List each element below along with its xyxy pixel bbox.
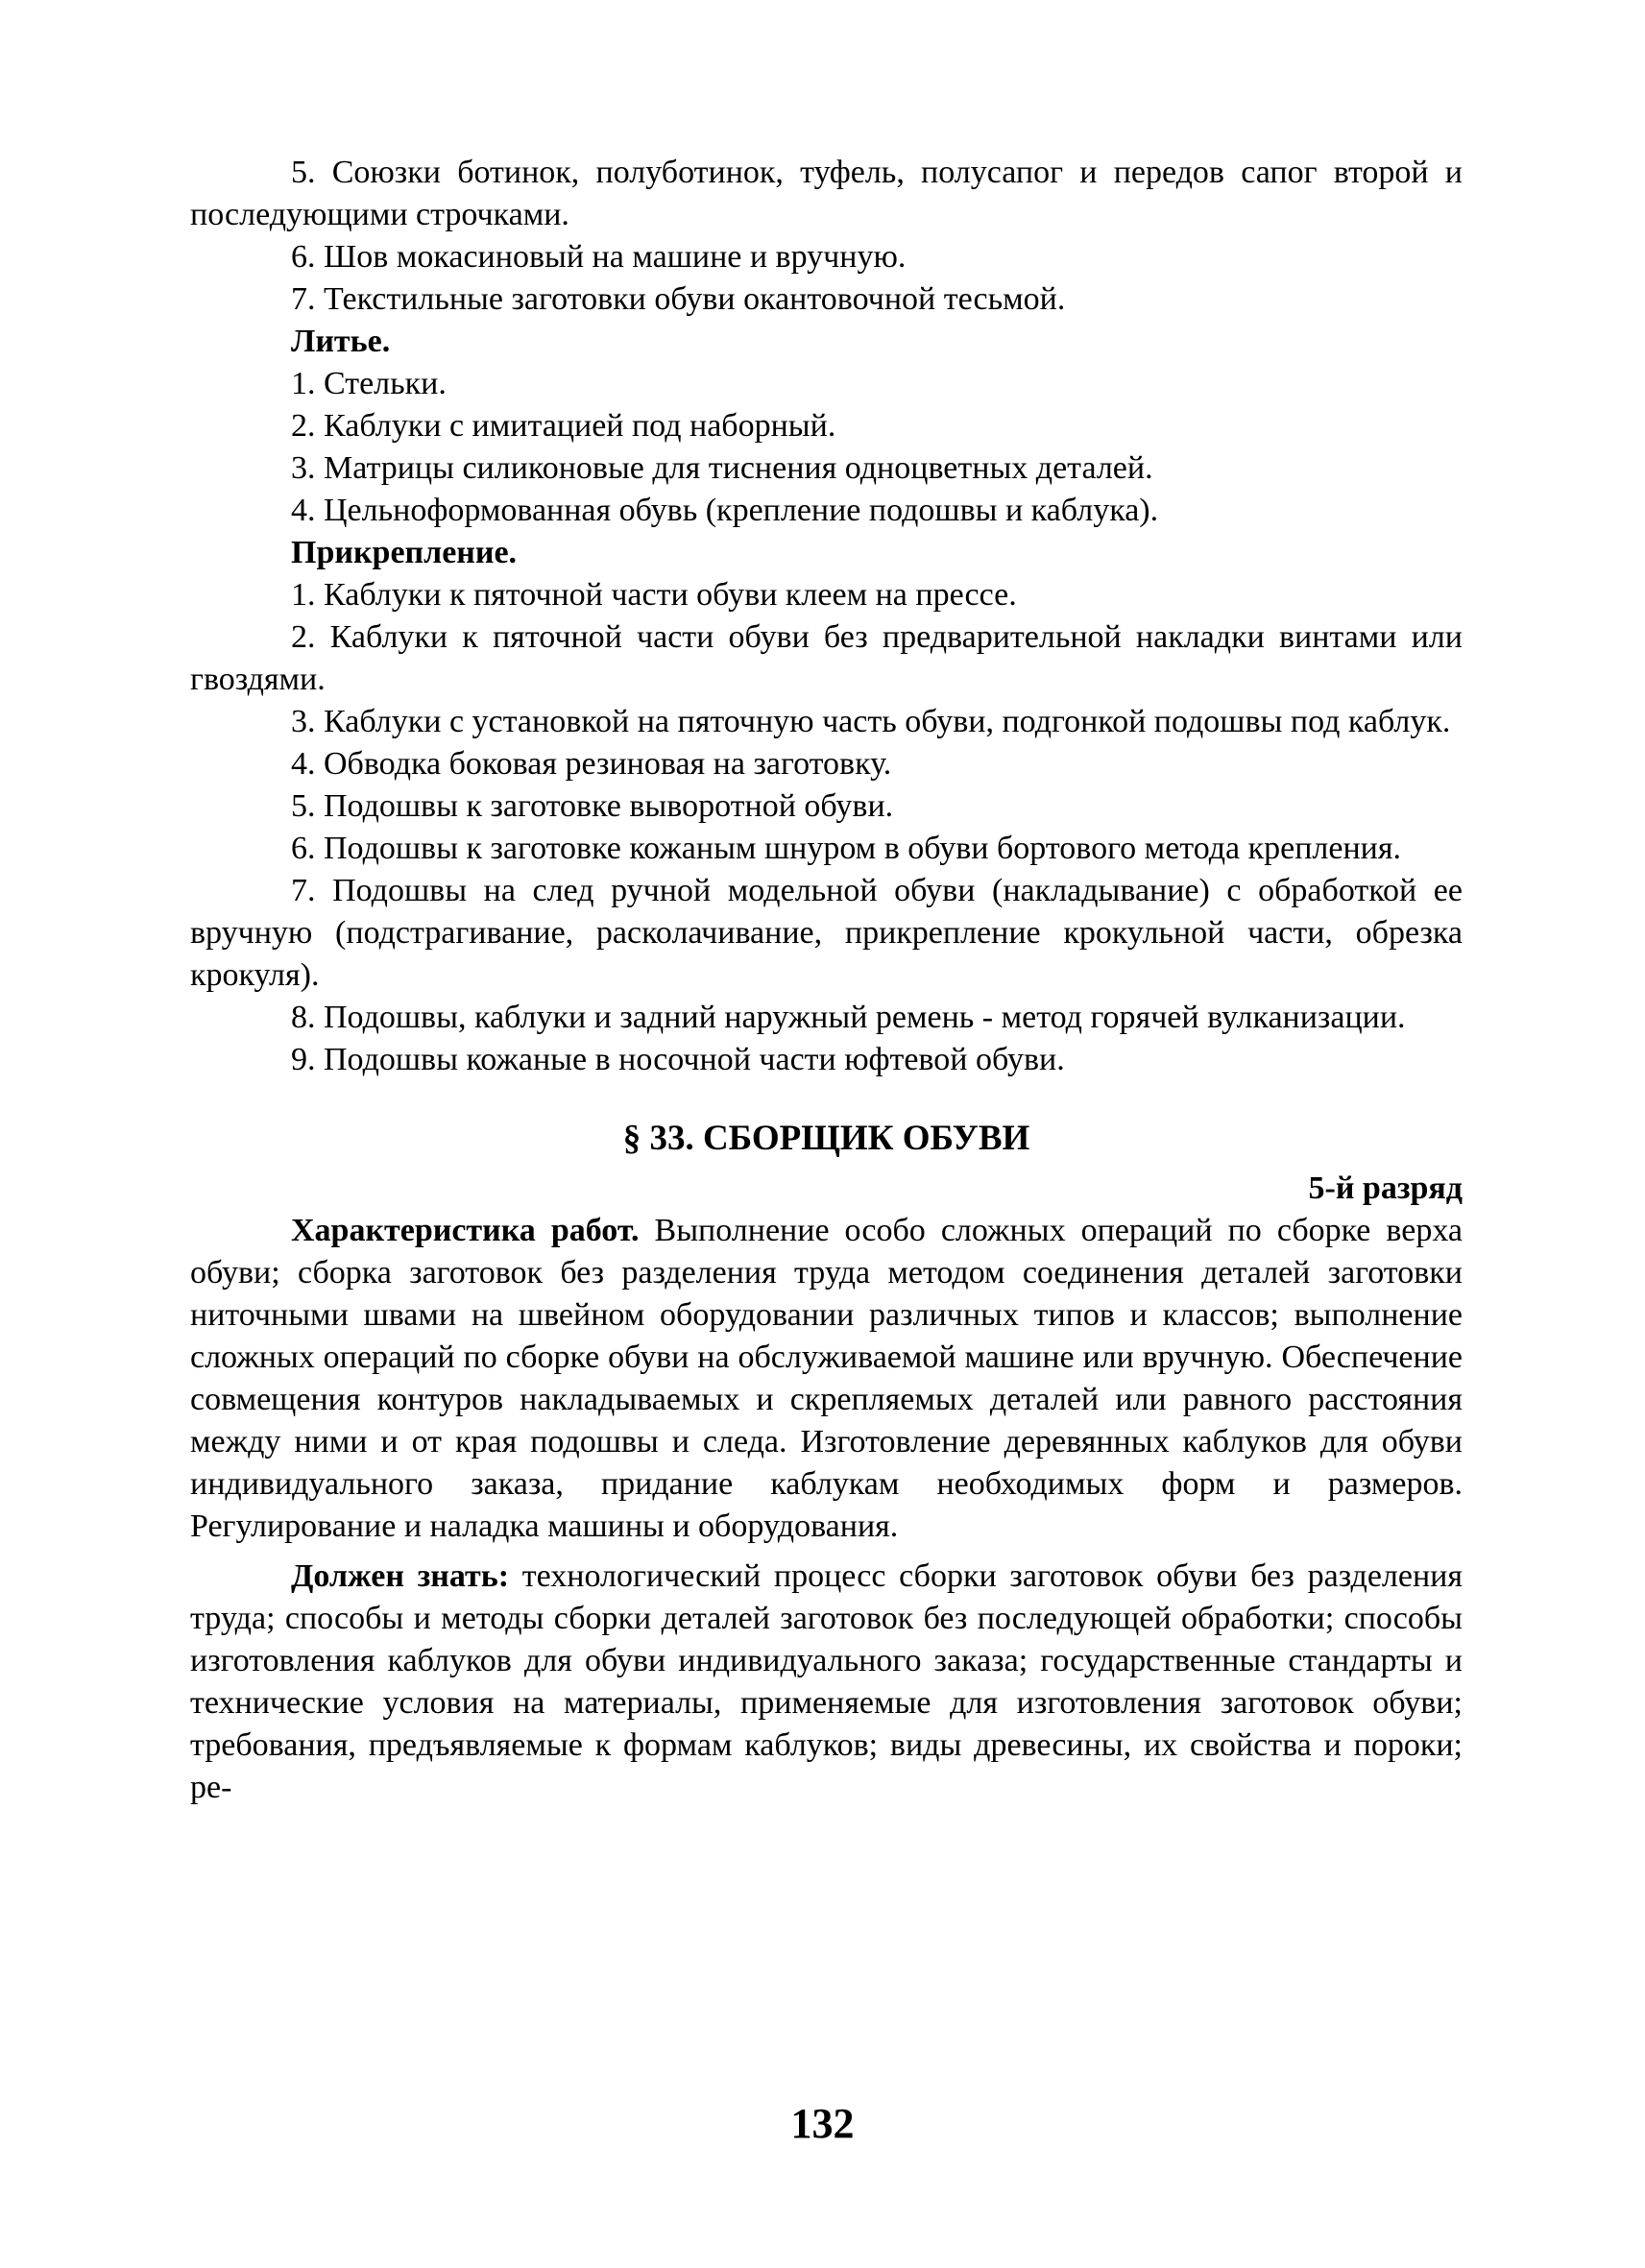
page-number: 132 xyxy=(790,2100,855,2147)
list-item: 2. Каблуки к пяточной части обуви без предварительной накладки винтами или гвоздями. xyxy=(190,619,1463,697)
list-item: 5. Подошвы к заготовке выворотной обуви. xyxy=(291,788,894,824)
list-item: 6. Подошвы к заготовке кожаным шнуром в обуви бортового метода крепления. xyxy=(291,831,1401,866)
list-item: 5. Союзки ботинок, полуботинок, туфель, полусапог и передов сапог второй и последующими строчками. xyxy=(190,155,1463,232)
list-item: 2. Каблуки с имитацией под наборный. xyxy=(291,408,836,444)
characteristics-paragraph xyxy=(190,1210,1463,1548)
characteristics-text: Выполнение особо сложных операций по сборке верха обуви; сборка заготовок без разделения труда методом соединения деталей заготовки ниточными швами на швейном оборудовании различных типов и классов; выполнение сложных операций по сборке обуви на обслуживаемой машине или вручную. Обеспечение совмещения контуров накладываемых и скрепляемых деталей или равного расстояния между ними и от края подошвы и следа. Изготовление деревянных каблуков для обуви индивидуального заказа, придание каблукам необходимых форм и размеров. Регулирование и наладка машины и оборудования. xyxy=(190,1213,1463,1544)
list-item: 1. Каблуки к пяточной части обуви клеем на прессе. xyxy=(291,577,1017,613)
list-item: 9. Подошвы кожаные в носочной части юфтевой обуви. xyxy=(291,1042,1065,1077)
list-item: 3. Каблуки с установкой на пяточную часть обуви, подгонкой подошвы под каблук. xyxy=(291,704,1451,739)
knowledge-label: Должен знать: xyxy=(291,1558,510,1594)
list-item: 3. Матрицы силиконовые для тиснения одноцветных деталей. xyxy=(291,450,1153,486)
rank-label: 5-й разряд xyxy=(1308,1170,1463,1206)
casting-heading: Литье. xyxy=(291,324,391,359)
characteristics-label: Характеристика работ. xyxy=(291,1213,640,1248)
list-item: 7. Текстильные заготовки обуви окантовочной тесьмой. xyxy=(291,281,1066,317)
list-item: 8. Подошвы, каблуки и задний наружный ремень - метод горячей вулканизации. xyxy=(291,1000,1406,1035)
knowledge-paragraph xyxy=(190,1556,1463,1809)
knowledge-text: технологический процесс сборки заготовок обуви без разделения труда; способы и методы сборки деталей заготовок без последующей обработки; способы изготовления каблуков для обуви индивидуального заказа; государственные стандарты и технические условия на материалы, применяемые для изготовления заготовок обуви; требования, предъявляемые к формам каблуков; виды древесины, их свойства и пороки; ре- xyxy=(190,1558,1463,1805)
page-body xyxy=(190,152,1463,1809)
list-item: 4. Цельноформованная обувь (крепление подошвы и каблука). xyxy=(291,493,1159,528)
section-title: § 33. СБОРЩИК ОБУВИ xyxy=(622,1119,1030,1158)
list-item: 1. Стельки. xyxy=(291,366,447,401)
list-item: 6. Шов мокасиновый на машине и вручную. xyxy=(291,239,907,275)
list-item: 7. Подошвы на след ручной модельной обуви (накладывание) с обработкой ее вручную (подстрагивание, расколачивание, прикрепление крокульной части, обрезка крокуля). xyxy=(190,873,1463,993)
attachment-heading: Прикрепление. xyxy=(291,535,518,570)
list-item: 4. Обводка боковая резиновая на заготовку. xyxy=(291,746,892,782)
